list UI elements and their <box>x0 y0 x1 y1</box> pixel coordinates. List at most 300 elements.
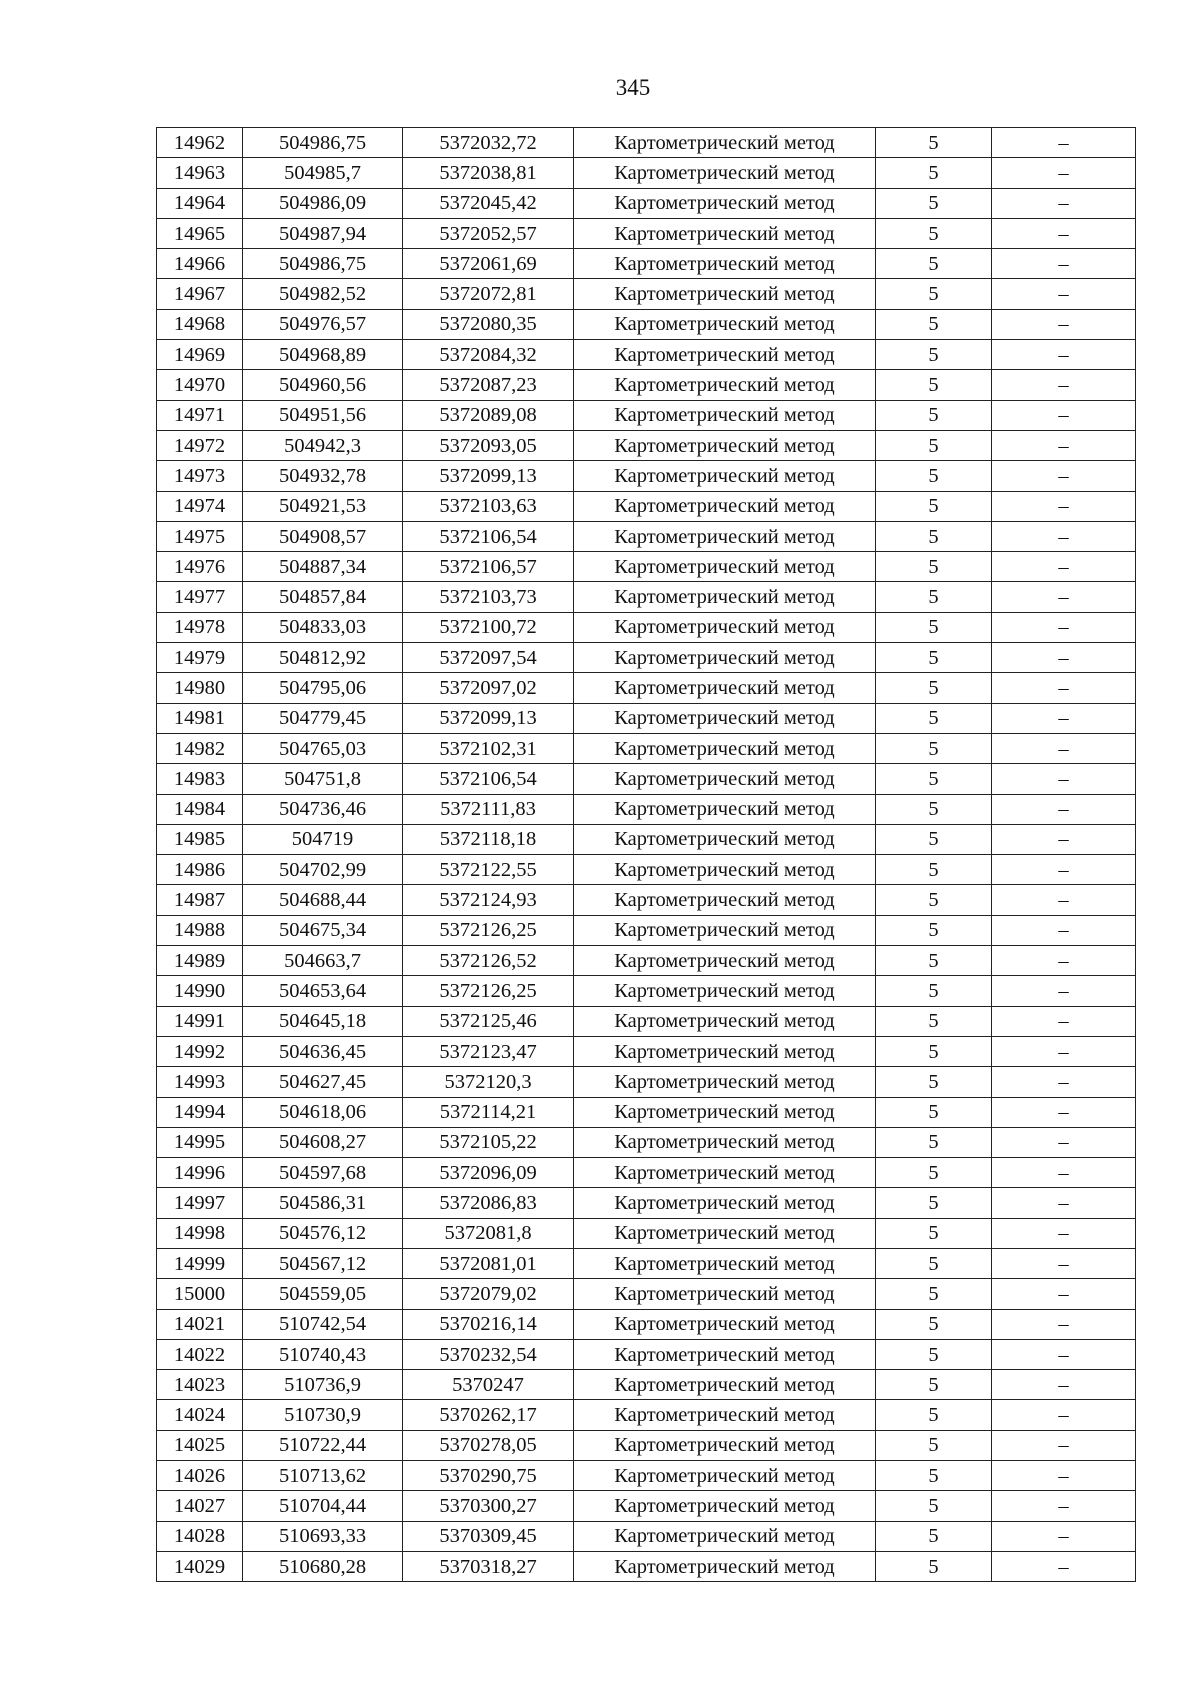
y-coordinate-cell: 5372097,02 <box>403 673 574 703</box>
table-row <box>157 1551 1136 1581</box>
x-coordinate-cell: 504985,7 <box>243 158 403 188</box>
point-number-cell: 14972 <box>157 430 243 460</box>
table-row <box>157 552 1136 582</box>
method-cell: Картометрический метод <box>574 249 876 279</box>
point-number-cell: 14980 <box>157 673 243 703</box>
point-number-cell: 14996 <box>157 1158 243 1188</box>
accuracy-cell: 5 <box>876 643 992 673</box>
point-number-cell: 14997 <box>157 1188 243 1218</box>
table-row <box>157 855 1136 885</box>
x-coordinate-cell: 504653,64 <box>243 976 403 1006</box>
note-cell: – <box>992 1188 1136 1218</box>
table-row <box>157 1309 1136 1339</box>
table-row <box>157 521 1136 551</box>
accuracy-cell: 5 <box>876 1036 992 1066</box>
point-number-cell: 14968 <box>157 309 243 339</box>
note-cell: – <box>992 1036 1136 1066</box>
method-cell: Картометрический метод <box>574 643 876 673</box>
table-row <box>157 158 1136 188</box>
y-coordinate-cell: 5372096,09 <box>403 1158 574 1188</box>
table-row <box>157 1370 1136 1400</box>
y-coordinate-cell: 5372032,72 <box>403 128 574 158</box>
method-cell: Картометрический метод <box>574 703 876 733</box>
table-row <box>157 703 1136 733</box>
note-cell: – <box>992 976 1136 1006</box>
accuracy-cell: 5 <box>876 824 992 854</box>
y-coordinate-cell: 5372038,81 <box>403 158 574 188</box>
accuracy-cell: 5 <box>876 461 992 491</box>
y-coordinate-cell: 5370300,27 <box>403 1491 574 1521</box>
accuracy-cell: 5 <box>876 1248 992 1278</box>
note-cell: – <box>992 158 1136 188</box>
method-cell: Картометрический метод <box>574 128 876 158</box>
x-coordinate-cell: 504597,68 <box>243 1158 403 1188</box>
method-cell: Картометрический метод <box>574 946 876 976</box>
note-cell: – <box>992 824 1136 854</box>
table-row <box>157 1521 1136 1551</box>
accuracy-cell: 5 <box>876 552 992 582</box>
note-cell: – <box>992 1370 1136 1400</box>
x-coordinate-cell: 510730,9 <box>243 1400 403 1430</box>
method-cell: Картометрический метод <box>574 461 876 491</box>
point-number-cell: 14024 <box>157 1400 243 1430</box>
x-coordinate-cell: 510742,54 <box>243 1309 403 1339</box>
y-coordinate-cell: 5370318,27 <box>403 1551 574 1581</box>
table-row <box>157 309 1136 339</box>
y-coordinate-cell: 5372126,25 <box>403 976 574 1006</box>
x-coordinate-cell: 504608,27 <box>243 1127 403 1157</box>
point-number-cell: 14028 <box>157 1521 243 1551</box>
note-cell: – <box>992 188 1136 218</box>
y-coordinate-cell: 5372106,54 <box>403 521 574 551</box>
y-coordinate-cell: 5370290,75 <box>403 1461 574 1491</box>
table-row <box>157 1097 1136 1127</box>
table-row <box>157 582 1136 612</box>
note-cell: – <box>992 340 1136 370</box>
accuracy-cell: 5 <box>876 218 992 248</box>
x-coordinate-cell: 504942,3 <box>243 430 403 460</box>
point-number-cell: 14029 <box>157 1551 243 1581</box>
y-coordinate-cell: 5372052,57 <box>403 218 574 248</box>
y-coordinate-cell: 5372118,18 <box>403 824 574 854</box>
accuracy-cell: 5 <box>876 521 992 551</box>
accuracy-cell: 5 <box>876 673 992 703</box>
note-cell: – <box>992 1551 1136 1581</box>
point-number-cell: 14991 <box>157 1006 243 1036</box>
accuracy-cell: 5 <box>876 340 992 370</box>
x-coordinate-cell: 504833,03 <box>243 612 403 642</box>
table-row <box>157 430 1136 460</box>
x-coordinate-cell: 504982,52 <box>243 279 403 309</box>
table-row <box>157 1461 1136 1491</box>
accuracy-cell: 5 <box>876 976 992 1006</box>
point-number-cell: 14027 <box>157 1491 243 1521</box>
note-cell: – <box>992 1430 1136 1460</box>
note-cell: – <box>992 643 1136 673</box>
y-coordinate-cell: 5372089,08 <box>403 400 574 430</box>
note-cell: – <box>992 309 1136 339</box>
method-cell: Картометрический метод <box>574 1521 876 1551</box>
accuracy-cell: 5 <box>876 128 992 158</box>
accuracy-cell: 5 <box>876 1067 992 1097</box>
note-cell: – <box>992 279 1136 309</box>
point-number-cell: 14970 <box>157 370 243 400</box>
point-number-cell: 14986 <box>157 855 243 885</box>
point-number-cell: 14971 <box>157 400 243 430</box>
method-cell: Картометрический метод <box>574 1188 876 1218</box>
note-cell: – <box>992 794 1136 824</box>
point-number-cell: 14974 <box>157 491 243 521</box>
note-cell: – <box>992 1067 1136 1097</box>
accuracy-cell: 5 <box>876 794 992 824</box>
x-coordinate-cell: 504663,7 <box>243 946 403 976</box>
note-cell: – <box>992 370 1136 400</box>
x-coordinate-cell: 504779,45 <box>243 703 403 733</box>
method-cell: Картометрический метод <box>574 764 876 794</box>
point-number-cell: 14988 <box>157 915 243 945</box>
note-cell: – <box>992 855 1136 885</box>
point-number-cell: 14975 <box>157 521 243 551</box>
y-coordinate-cell: 5370262,17 <box>403 1400 574 1430</box>
accuracy-cell: 5 <box>876 1309 992 1339</box>
note-cell: – <box>992 582 1136 612</box>
x-coordinate-cell: 504736,46 <box>243 794 403 824</box>
table-row <box>157 340 1136 370</box>
method-cell: Картометрический метод <box>574 1370 876 1400</box>
method-cell: Картометрический метод <box>574 340 876 370</box>
y-coordinate-cell: 5372111,83 <box>403 794 574 824</box>
point-number-cell: 15000 <box>157 1279 243 1309</box>
method-cell: Картометрический метод <box>574 218 876 248</box>
table-row <box>157 1188 1136 1218</box>
accuracy-cell: 5 <box>876 1430 992 1460</box>
table-body <box>157 128 1136 1582</box>
method-cell: Картометрический метод <box>574 491 876 521</box>
note-cell: – <box>992 249 1136 279</box>
note-cell: – <box>992 703 1136 733</box>
point-number-cell: 14969 <box>157 340 243 370</box>
y-coordinate-cell: 5372061,69 <box>403 249 574 279</box>
note-cell: – <box>992 764 1136 794</box>
x-coordinate-cell: 504645,18 <box>243 1006 403 1036</box>
method-cell: Картометрический метод <box>574 612 876 642</box>
table-row <box>157 400 1136 430</box>
y-coordinate-cell: 5370278,05 <box>403 1430 574 1460</box>
table-row <box>157 794 1136 824</box>
x-coordinate-cell: 504586,31 <box>243 1188 403 1218</box>
y-coordinate-cell: 5372097,54 <box>403 643 574 673</box>
table-row <box>157 461 1136 491</box>
point-number-cell: 14021 <box>157 1309 243 1339</box>
point-number-cell: 14977 <box>157 582 243 612</box>
point-number-cell: 14963 <box>157 158 243 188</box>
point-number-cell: 14025 <box>157 1430 243 1460</box>
point-number-cell: 14995 <box>157 1127 243 1157</box>
table-row <box>157 915 1136 945</box>
accuracy-cell: 5 <box>876 1158 992 1188</box>
note-cell: – <box>992 491 1136 521</box>
accuracy-cell: 5 <box>876 430 992 460</box>
point-number-cell: 14999 <box>157 1248 243 1278</box>
method-cell: Картометрический метод <box>574 1551 876 1581</box>
table-row <box>157 1158 1136 1188</box>
y-coordinate-cell: 5370216,14 <box>403 1309 574 1339</box>
note-cell: – <box>992 128 1136 158</box>
accuracy-cell: 5 <box>876 1461 992 1491</box>
method-cell: Картометрический метод <box>574 1279 876 1309</box>
x-coordinate-cell: 504688,44 <box>243 885 403 915</box>
point-number-cell: 14989 <box>157 946 243 976</box>
point-number-cell: 14992 <box>157 1036 243 1066</box>
method-cell: Картометрический метод <box>574 885 876 915</box>
table-row <box>157 1067 1136 1097</box>
method-cell: Картометрический метод <box>574 673 876 703</box>
note-cell: – <box>992 1461 1136 1491</box>
y-coordinate-cell: 5372099,13 <box>403 461 574 491</box>
note-cell: – <box>992 673 1136 703</box>
method-cell: Картометрический метод <box>574 1097 876 1127</box>
note-cell: – <box>992 915 1136 945</box>
note-cell: – <box>992 1006 1136 1036</box>
y-coordinate-cell: 5372125,46 <box>403 1006 574 1036</box>
accuracy-cell: 5 <box>876 733 992 763</box>
accuracy-cell: 5 <box>876 885 992 915</box>
table-row <box>157 1339 1136 1369</box>
x-coordinate-cell: 504719 <box>243 824 403 854</box>
y-coordinate-cell: 5372084,32 <box>403 340 574 370</box>
point-number-cell: 14984 <box>157 794 243 824</box>
table-row <box>157 673 1136 703</box>
y-coordinate-cell: 5372081,01 <box>403 1248 574 1278</box>
table-row <box>157 1127 1136 1157</box>
note-cell: – <box>992 218 1136 248</box>
y-coordinate-cell: 5372126,52 <box>403 946 574 976</box>
method-cell: Картометрический метод <box>574 1400 876 1430</box>
x-coordinate-cell: 504812,92 <box>243 643 403 673</box>
method-cell: Картометрический метод <box>574 1248 876 1278</box>
table-row <box>157 218 1136 248</box>
point-number-cell: 14978 <box>157 612 243 642</box>
point-number-cell: 14982 <box>157 733 243 763</box>
x-coordinate-cell: 510740,43 <box>243 1339 403 1369</box>
point-number-cell: 14983 <box>157 764 243 794</box>
note-cell: – <box>992 1127 1136 1157</box>
y-coordinate-cell: 5372105,22 <box>403 1127 574 1157</box>
accuracy-cell: 5 <box>876 1279 992 1309</box>
y-coordinate-cell: 5372103,73 <box>403 582 574 612</box>
table-row <box>157 1400 1136 1430</box>
method-cell: Картометрический метод <box>574 430 876 460</box>
y-coordinate-cell: 5372072,81 <box>403 279 574 309</box>
table-row <box>157 1248 1136 1278</box>
point-number-cell: 14979 <box>157 643 243 673</box>
y-coordinate-cell: 5372100,72 <box>403 612 574 642</box>
method-cell: Картометрический метод <box>574 855 876 885</box>
table-row <box>157 976 1136 1006</box>
point-number-cell: 14998 <box>157 1218 243 1248</box>
table-row <box>157 1218 1136 1248</box>
accuracy-cell: 5 <box>876 249 992 279</box>
note-cell: – <box>992 1400 1136 1430</box>
x-coordinate-cell: 510693,33 <box>243 1521 403 1551</box>
x-coordinate-cell: 504960,56 <box>243 370 403 400</box>
coordinates-table <box>156 127 1136 1582</box>
x-coordinate-cell: 504559,05 <box>243 1279 403 1309</box>
y-coordinate-cell: 5372079,02 <box>403 1279 574 1309</box>
note-cell: – <box>992 430 1136 460</box>
method-cell: Картометрический метод <box>574 794 876 824</box>
point-number-cell: 14965 <box>157 218 243 248</box>
point-number-cell: 14976 <box>157 552 243 582</box>
x-coordinate-cell: 504702,99 <box>243 855 403 885</box>
method-cell: Картометрический метод <box>574 1491 876 1521</box>
x-coordinate-cell: 504857,84 <box>243 582 403 612</box>
table-row <box>157 946 1136 976</box>
method-cell: Картометрический метод <box>574 188 876 218</box>
table-row <box>157 1430 1136 1460</box>
x-coordinate-cell: 504751,8 <box>243 764 403 794</box>
table-row <box>157 370 1136 400</box>
table-row <box>157 128 1136 158</box>
point-number-cell: 14967 <box>157 279 243 309</box>
accuracy-cell: 5 <box>876 1097 992 1127</box>
point-number-cell: 14990 <box>157 976 243 1006</box>
table-row <box>157 1006 1136 1036</box>
method-cell: Картометрический метод <box>574 1430 876 1460</box>
table-row <box>157 1036 1136 1066</box>
table-row <box>157 491 1136 521</box>
accuracy-cell: 5 <box>876 915 992 945</box>
method-cell: Картометрический метод <box>574 1036 876 1066</box>
note-cell: – <box>992 1248 1136 1278</box>
accuracy-cell: 5 <box>876 1127 992 1157</box>
y-coordinate-cell: 5372124,93 <box>403 885 574 915</box>
accuracy-cell: 5 <box>876 158 992 188</box>
x-coordinate-cell: 504618,06 <box>243 1097 403 1127</box>
y-coordinate-cell: 5372099,13 <box>403 703 574 733</box>
x-coordinate-cell: 504932,78 <box>243 461 403 491</box>
accuracy-cell: 5 <box>876 1551 992 1581</box>
accuracy-cell: 5 <box>876 1400 992 1430</box>
table-row <box>157 643 1136 673</box>
method-cell: Картометрический метод <box>574 1218 876 1248</box>
accuracy-cell: 5 <box>876 1491 992 1521</box>
table-row <box>157 249 1136 279</box>
table-row <box>157 279 1136 309</box>
y-coordinate-cell: 5372045,42 <box>403 188 574 218</box>
y-coordinate-cell: 5372103,63 <box>403 491 574 521</box>
point-number-cell: 14026 <box>157 1461 243 1491</box>
table-row <box>157 733 1136 763</box>
y-coordinate-cell: 5372106,54 <box>403 764 574 794</box>
table-row <box>157 824 1136 854</box>
note-cell: – <box>992 1097 1136 1127</box>
x-coordinate-cell: 504921,53 <box>243 491 403 521</box>
method-cell: Картометрический метод <box>574 370 876 400</box>
note-cell: – <box>992 612 1136 642</box>
method-cell: Картометрический метод <box>574 582 876 612</box>
x-coordinate-cell: 504908,57 <box>243 521 403 551</box>
y-coordinate-cell: 5372126,25 <box>403 915 574 945</box>
y-coordinate-cell: 5372106,57 <box>403 552 574 582</box>
x-coordinate-cell: 504675,34 <box>243 915 403 945</box>
note-cell: – <box>992 1158 1136 1188</box>
x-coordinate-cell: 510713,62 <box>243 1461 403 1491</box>
method-cell: Картометрический метод <box>574 733 876 763</box>
accuracy-cell: 5 <box>876 582 992 612</box>
point-number-cell: 14966 <box>157 249 243 279</box>
x-coordinate-cell: 504986,75 <box>243 249 403 279</box>
x-coordinate-cell: 510680,28 <box>243 1551 403 1581</box>
y-coordinate-cell: 5372080,35 <box>403 309 574 339</box>
x-coordinate-cell: 504987,94 <box>243 218 403 248</box>
point-number-cell: 14973 <box>157 461 243 491</box>
method-cell: Картометрический метод <box>574 1339 876 1369</box>
accuracy-cell: 5 <box>876 1006 992 1036</box>
method-cell: Картометрический метод <box>574 1127 876 1157</box>
accuracy-cell: 5 <box>876 1370 992 1400</box>
y-coordinate-cell: 5372123,47 <box>403 1036 574 1066</box>
point-number-cell: 14993 <box>157 1067 243 1097</box>
method-cell: Картометрический метод <box>574 915 876 945</box>
x-coordinate-cell: 504636,45 <box>243 1036 403 1066</box>
table-row <box>157 612 1136 642</box>
y-coordinate-cell: 5372122,55 <box>403 855 574 885</box>
method-cell: Картометрический метод <box>574 400 876 430</box>
method-cell: Картометрический метод <box>574 309 876 339</box>
note-cell: – <box>992 885 1136 915</box>
accuracy-cell: 5 <box>876 188 992 218</box>
table-row <box>157 1279 1136 1309</box>
note-cell: – <box>992 1309 1136 1339</box>
x-coordinate-cell: 510704,44 <box>243 1491 403 1521</box>
method-cell: Картометрический метод <box>574 279 876 309</box>
table-row <box>157 1491 1136 1521</box>
note-cell: – <box>992 946 1136 976</box>
accuracy-cell: 5 <box>876 1339 992 1369</box>
note-cell: – <box>992 461 1136 491</box>
table-row <box>157 885 1136 915</box>
y-coordinate-cell: 5370309,45 <box>403 1521 574 1551</box>
note-cell: – <box>992 400 1136 430</box>
note-cell: – <box>992 1339 1136 1369</box>
method-cell: Картометрический метод <box>574 824 876 854</box>
x-coordinate-cell: 510736,9 <box>243 1370 403 1400</box>
point-number-cell: 14962 <box>157 128 243 158</box>
point-number-cell: 14987 <box>157 885 243 915</box>
accuracy-cell: 5 <box>876 855 992 885</box>
x-coordinate-cell: 504986,09 <box>243 188 403 218</box>
y-coordinate-cell: 5372093,05 <box>403 430 574 460</box>
x-coordinate-cell: 504976,57 <box>243 309 403 339</box>
x-coordinate-cell: 504627,45 <box>243 1067 403 1097</box>
point-number-cell: 14994 <box>157 1097 243 1127</box>
note-cell: – <box>992 1218 1136 1248</box>
method-cell: Картометрический метод <box>574 521 876 551</box>
accuracy-cell: 5 <box>876 703 992 733</box>
note-cell: – <box>992 552 1136 582</box>
y-coordinate-cell: 5370232,54 <box>403 1339 574 1369</box>
point-number-cell: 14022 <box>157 1339 243 1369</box>
accuracy-cell: 5 <box>876 1218 992 1248</box>
method-cell: Картометрический метод <box>574 1006 876 1036</box>
x-coordinate-cell: 504951,56 <box>243 400 403 430</box>
accuracy-cell: 5 <box>876 400 992 430</box>
note-cell: – <box>992 521 1136 551</box>
x-coordinate-cell: 504887,34 <box>243 552 403 582</box>
y-coordinate-cell: 5372081,8 <box>403 1218 574 1248</box>
method-cell: Картометрический метод <box>574 976 876 1006</box>
